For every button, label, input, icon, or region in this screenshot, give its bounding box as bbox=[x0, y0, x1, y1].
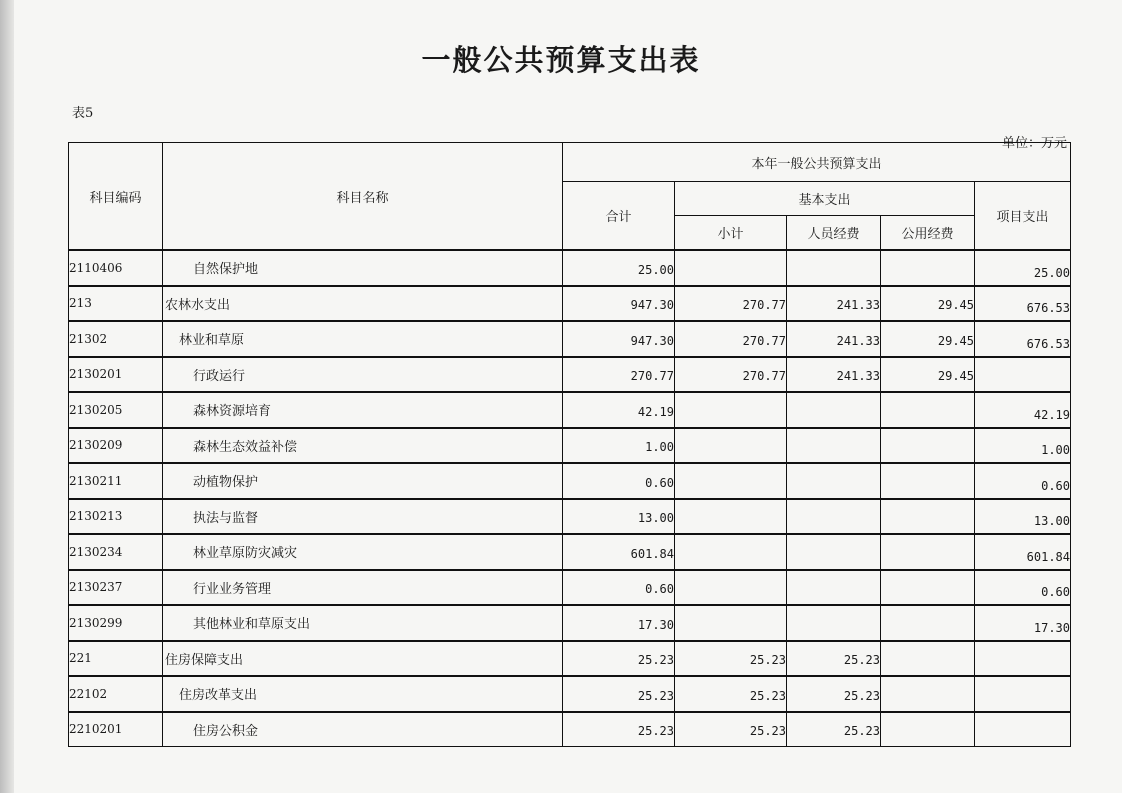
header-name: 科目名称 bbox=[163, 143, 563, 251]
unit-label: 单位：万元 bbox=[1001, 136, 1067, 151]
cell-personnel-value: 25.23 bbox=[843, 724, 880, 739]
table-row bbox=[69, 712, 1071, 747]
cell-subtotal bbox=[675, 641, 787, 677]
table-row bbox=[69, 570, 1071, 606]
cell-total-value: 1.00 bbox=[645, 440, 674, 455]
cell-public bbox=[881, 712, 975, 747]
cell-public bbox=[881, 676, 975, 712]
cell-project bbox=[975, 676, 1071, 712]
cell-total-value: 947.30 bbox=[630, 298, 674, 313]
cell-total bbox=[563, 357, 675, 393]
cell-total-value: 17.30 bbox=[637, 617, 674, 632]
cell-personnel-value: 241.33 bbox=[836, 298, 880, 313]
cell-project bbox=[975, 499, 1071, 535]
cell-name: 住房保障支出 bbox=[163, 641, 563, 677]
cell-project-value: 0.60 bbox=[1041, 478, 1070, 493]
cell-total bbox=[563, 428, 675, 464]
cell-project-value: 17.30 bbox=[1033, 620, 1070, 635]
header-subtotal: 小计 bbox=[675, 216, 787, 251]
cell-personnel bbox=[787, 250, 881, 286]
cell-total bbox=[563, 570, 675, 606]
cell-total-value: 270.77 bbox=[630, 369, 674, 384]
header-personnel: 人员经费 bbox=[787, 216, 881, 251]
cell-project bbox=[975, 321, 1071, 357]
table-row bbox=[69, 676, 1071, 712]
table-row bbox=[69, 605, 1071, 641]
cell-total bbox=[563, 676, 675, 712]
cell-project bbox=[975, 250, 1071, 286]
table-row bbox=[69, 357, 1071, 393]
cell-subtotal bbox=[675, 676, 787, 712]
cell-public-value: 29.45 bbox=[937, 298, 974, 313]
cell-code: 2130211 bbox=[69, 463, 163, 499]
cell-total-value: 25.23 bbox=[637, 653, 674, 668]
cell-personnel bbox=[787, 676, 881, 712]
cell-subtotal bbox=[675, 463, 787, 499]
header-total: 合计 bbox=[563, 182, 675, 251]
cell-subtotal bbox=[675, 605, 787, 641]
cell-subtotal bbox=[675, 357, 787, 393]
cell-project-value: 13.00 bbox=[1033, 514, 1070, 529]
cell-name: 住房公积金 bbox=[163, 712, 563, 747]
cell-name: 住房改革支出 bbox=[163, 676, 563, 712]
cell-total-value: 42.19 bbox=[637, 404, 674, 419]
cell-total bbox=[563, 392, 675, 428]
cell-subtotal bbox=[675, 286, 787, 322]
cell-total-value: 25.00 bbox=[637, 262, 674, 277]
cell-project-value: 25.00 bbox=[1033, 265, 1070, 280]
cell-subtotal-value: 25.23 bbox=[749, 653, 786, 668]
cell-project bbox=[975, 392, 1071, 428]
header-current-year: 本年一般公共预算支出 bbox=[563, 143, 1071, 182]
cell-public-value: 29.45 bbox=[937, 369, 974, 384]
cell-total bbox=[563, 250, 675, 286]
cell-personnel bbox=[787, 499, 881, 535]
table-row bbox=[69, 286, 1071, 322]
cell-total-value: 0.60 bbox=[645, 582, 674, 597]
cell-code: 2130299 bbox=[69, 605, 163, 641]
cell-project bbox=[975, 605, 1071, 641]
cell-name: 行业业务管理 bbox=[163, 570, 563, 606]
cell-total bbox=[563, 641, 675, 677]
cell-personnel bbox=[787, 463, 881, 499]
cell-project bbox=[975, 428, 1071, 464]
cell-public bbox=[881, 392, 975, 428]
cell-personnel bbox=[787, 286, 881, 322]
cell-public bbox=[881, 605, 975, 641]
cell-project bbox=[975, 712, 1071, 747]
cell-total-value: 601.84 bbox=[630, 546, 674, 561]
cell-total bbox=[563, 605, 675, 641]
table-body bbox=[69, 250, 1071, 747]
cell-personnel-value: 241.33 bbox=[836, 333, 880, 348]
cell-public bbox=[881, 321, 975, 357]
cell-project bbox=[975, 357, 1071, 393]
cell-subtotal bbox=[675, 321, 787, 357]
cell-project-value: 676.53 bbox=[1026, 301, 1070, 316]
cell-subtotal-value: 25.23 bbox=[749, 688, 786, 703]
cell-public bbox=[881, 463, 975, 499]
cell-project bbox=[975, 463, 1071, 499]
cell-public bbox=[881, 499, 975, 535]
table-row bbox=[69, 392, 1071, 428]
cell-public bbox=[881, 428, 975, 464]
cell-public bbox=[881, 250, 975, 286]
cell-code: 213 bbox=[69, 286, 163, 322]
cell-personnel bbox=[787, 392, 881, 428]
cell-subtotal bbox=[675, 250, 787, 286]
cell-total-value: 13.00 bbox=[637, 511, 674, 526]
cell-total bbox=[563, 499, 675, 535]
table-row bbox=[69, 463, 1071, 499]
table-row bbox=[69, 534, 1071, 570]
header-basic: 基本支出 bbox=[675, 182, 975, 216]
cell-project-value: 601.84 bbox=[1026, 549, 1070, 564]
cell-total bbox=[563, 712, 675, 747]
cell-name: 林业和草原 bbox=[163, 321, 563, 357]
budget-expenditure-table bbox=[68, 142, 1071, 747]
cell-code: 22102 bbox=[69, 676, 163, 712]
cell-project bbox=[975, 570, 1071, 606]
cell-project bbox=[975, 534, 1071, 570]
cell-total-value: 25.23 bbox=[637, 688, 674, 703]
cell-code: 21302 bbox=[69, 321, 163, 357]
cell-name: 执法与监督 bbox=[163, 499, 563, 535]
cell-code: 2130201 bbox=[69, 357, 163, 393]
table-row bbox=[69, 428, 1071, 464]
header-code: 科目编码 bbox=[69, 143, 163, 251]
cell-code: 2130213 bbox=[69, 499, 163, 535]
cell-public-value: 29.45 bbox=[937, 333, 974, 348]
cell-name: 行政运行 bbox=[163, 357, 563, 393]
cell-subtotal-value: 270.77 bbox=[742, 369, 786, 384]
cell-subtotal bbox=[675, 712, 787, 747]
cell-project-value: 0.60 bbox=[1041, 585, 1070, 600]
cell-name: 林业草原防灾减灾 bbox=[163, 534, 563, 570]
cell-project-value: 676.53 bbox=[1026, 336, 1070, 351]
cell-code: 2130237 bbox=[69, 570, 163, 606]
cell-personnel bbox=[787, 641, 881, 677]
cell-total bbox=[563, 463, 675, 499]
header-public: 公用经费 bbox=[881, 216, 975, 251]
cell-total bbox=[563, 534, 675, 570]
cell-name: 森林生态效益补偿 bbox=[163, 428, 563, 464]
cell-public bbox=[881, 534, 975, 570]
cell-code: 2130205 bbox=[69, 392, 163, 428]
cell-subtotal-value: 270.77 bbox=[742, 298, 786, 313]
cell-public bbox=[881, 286, 975, 322]
cell-personnel bbox=[787, 534, 881, 570]
table-row bbox=[69, 321, 1071, 357]
cell-project bbox=[975, 286, 1071, 322]
cell-total-value: 0.60 bbox=[645, 475, 674, 490]
cell-name: 森林资源培育 bbox=[163, 392, 563, 428]
cell-name: 农林水支出 bbox=[163, 286, 563, 322]
cell-personnel bbox=[787, 357, 881, 393]
cell-total bbox=[563, 321, 675, 357]
cell-subtotal bbox=[675, 392, 787, 428]
page-title: 一般公共预算支出表 bbox=[421, 43, 701, 77]
cell-code: 2110406 bbox=[69, 250, 163, 286]
cell-subtotal bbox=[675, 570, 787, 606]
table-number: 表5 bbox=[72, 106, 94, 121]
cell-subtotal-value: 25.23 bbox=[749, 724, 786, 739]
cell-project-value: 42.19 bbox=[1033, 407, 1070, 422]
cell-public bbox=[881, 357, 975, 393]
cell-subtotal bbox=[675, 499, 787, 535]
cell-project bbox=[975, 641, 1071, 677]
cell-personnel-value: 25.23 bbox=[843, 688, 880, 703]
cell-personnel bbox=[787, 605, 881, 641]
cell-personnel bbox=[787, 712, 881, 747]
cell-name: 其他林业和草原支出 bbox=[163, 605, 563, 641]
header-project: 项目支出 bbox=[975, 182, 1071, 251]
cell-name: 自然保护地 bbox=[163, 250, 563, 286]
cell-subtotal bbox=[675, 534, 787, 570]
cell-personnel-value: 25.23 bbox=[843, 653, 880, 668]
cell-total-value: 25.23 bbox=[637, 724, 674, 739]
cell-personnel bbox=[787, 321, 881, 357]
cell-total-value: 947.30 bbox=[630, 333, 674, 348]
table-row bbox=[69, 250, 1071, 286]
cell-subtotal bbox=[675, 428, 787, 464]
cell-personnel-value: 241.33 bbox=[836, 369, 880, 384]
cell-code: 2130209 bbox=[69, 428, 163, 464]
cell-code: 2130234 bbox=[69, 534, 163, 570]
cell-public bbox=[881, 570, 975, 606]
cell-total bbox=[563, 286, 675, 322]
cell-personnel bbox=[787, 570, 881, 606]
table-row bbox=[69, 499, 1071, 535]
cell-public bbox=[881, 641, 975, 677]
table-row bbox=[69, 641, 1071, 677]
cell-personnel bbox=[787, 428, 881, 464]
cell-code: 221 bbox=[69, 641, 163, 677]
cell-name: 动植物保护 bbox=[163, 463, 563, 499]
binding-spine bbox=[0, 0, 14, 793]
cell-project-value: 1.00 bbox=[1041, 443, 1070, 458]
cell-code: 2210201 bbox=[69, 712, 163, 747]
cell-subtotal-value: 270.77 bbox=[742, 333, 786, 348]
